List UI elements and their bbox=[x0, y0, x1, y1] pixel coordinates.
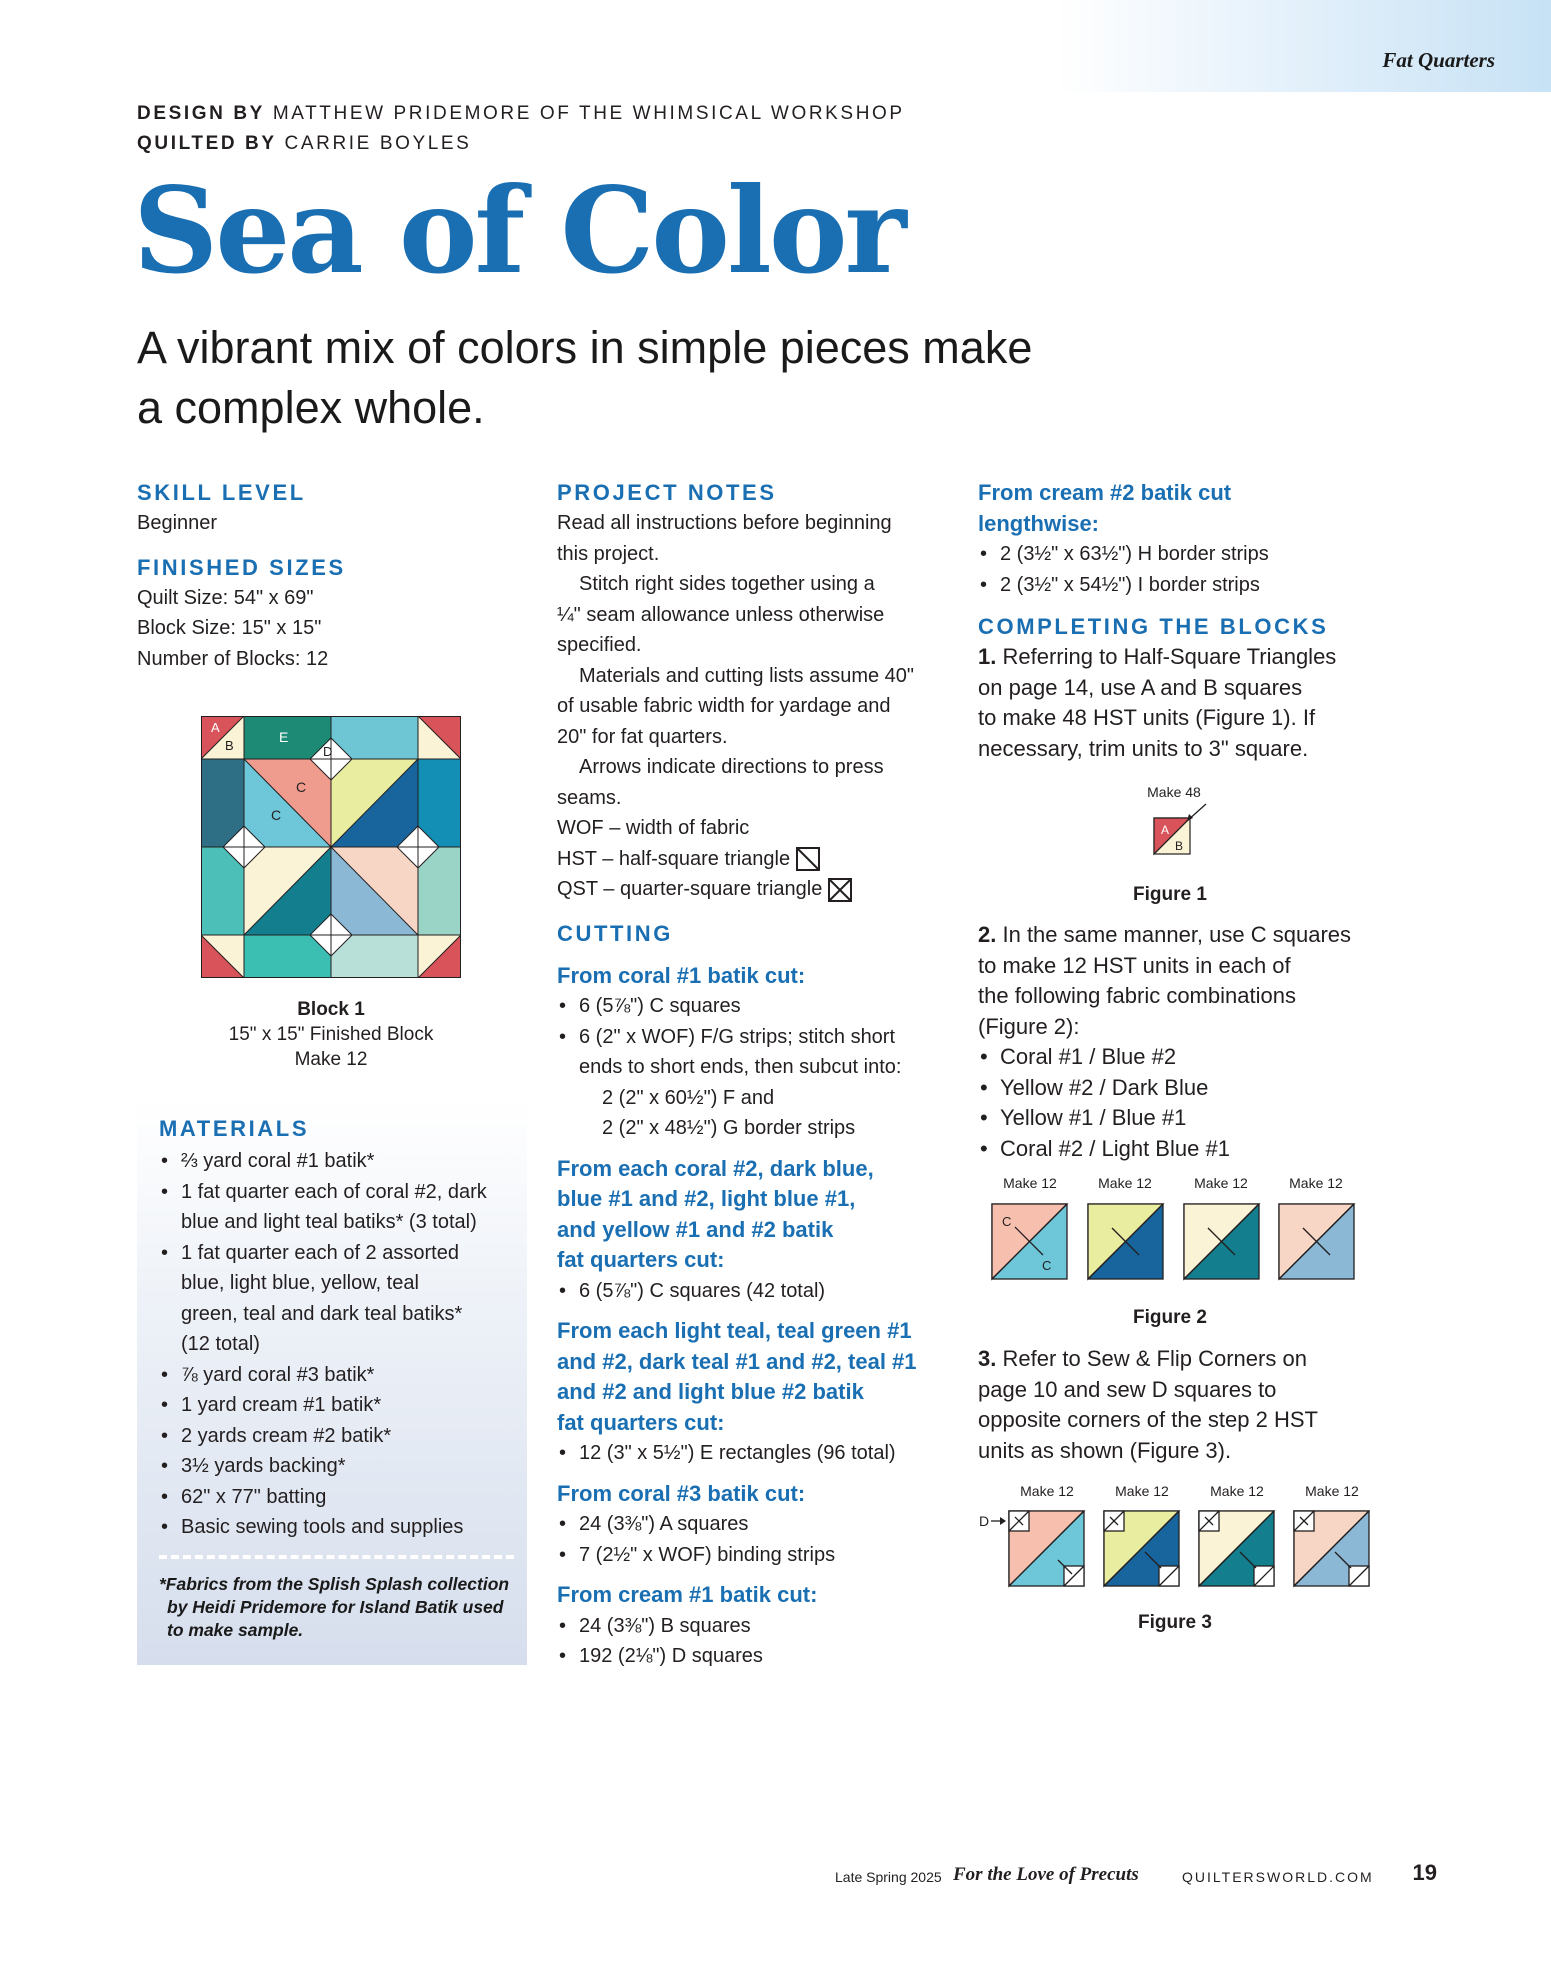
fig3-make-label: Make 12 bbox=[1115, 1483, 1169, 1499]
step-2: 2. In the same manner, use C squares to make 12 HST units in each of the following fabric combinations (Figure 2): • Coral #1 / Blue #2 • Yellow #2 / Dark Blue • Yellow #1 / Blue #1 • Coral #2 / Light Blue #1 bbox=[978, 920, 1398, 1164]
footer-magazine: For the Love of Precuts bbox=[953, 1864, 1139, 1885]
fig1-label-b: B bbox=[1175, 839, 1184, 853]
figure-3-title: Figure 3 bbox=[1138, 1612, 1212, 1633]
list-item: • 1 fat quarter each of 2 assorted blue, light blue, yellow, teal green, teal and dark teal batiks* (12 total) bbox=[159, 1238, 514, 1360]
list-item: • Coral #2 / Light Blue #1 bbox=[978, 1134, 1398, 1165]
list-item: • 24 (3⅜") A squares bbox=[557, 1509, 947, 1540]
list-item: • Coral #1 / Blue #2 bbox=[978, 1042, 1398, 1073]
step-3: 3. Refer to Sew & Flip Corners on page 10 and sew D squares to opposite corners of the step 2 HST units as shown (Figure 3). bbox=[978, 1346, 1318, 1463]
fig2-make-label: Make 12 bbox=[1194, 1175, 1248, 1191]
fig3-label-d: D bbox=[979, 1513, 990, 1529]
notes-line: HST – half-square triangle bbox=[557, 844, 947, 875]
block-caption-make: Make 12 bbox=[294, 1049, 368, 1070]
list-item: • 192 (2⅛") D squares bbox=[557, 1641, 947, 1672]
combination-list bbox=[978, 1042, 1398, 1164]
designer-name: MATTHEW PRIDEMORE OF THE WHIMSICAL WORKSHOP bbox=[272, 103, 905, 124]
fig2-make-label: Make 12 bbox=[1098, 1175, 1152, 1191]
cutting-subheading: From coral #1 batik cut: bbox=[557, 962, 806, 988]
list-item: • Basic sewing tools and supplies bbox=[159, 1512, 514, 1543]
block-caption bbox=[201, 997, 461, 1072]
notes-line: 20" for fat quarters. bbox=[557, 725, 728, 748]
cutting-subheading: From each coral #2, dark blue, blue #1 and #2, light blue #1, and yellow #1 and #2 batik fat quarters cut: bbox=[557, 1155, 874, 1272]
cutting-heading: CUTTING bbox=[557, 920, 673, 946]
block-label-c: C bbox=[271, 807, 282, 823]
left-column bbox=[137, 478, 517, 674]
figure-1-title: Figure 1 bbox=[1133, 884, 1207, 905]
cutting-list bbox=[557, 1611, 947, 1672]
completing-heading: COMPLETING THE BLOCKS bbox=[978, 614, 1329, 639]
skill-level-heading: SKILL LEVEL bbox=[137, 480, 306, 505]
block-label-d: D bbox=[323, 744, 333, 759]
notes-line: this project. bbox=[557, 542, 660, 565]
notes-line: of usable fabric width for yardage and bbox=[557, 695, 891, 717]
cutting-list bbox=[557, 1276, 947, 1307]
cutting-subheading: From cream #2 batik cut lengthwise: bbox=[978, 480, 1232, 536]
fig1-make-label: Make 48 bbox=[1147, 784, 1201, 800]
fig2-make-label: Make 12 bbox=[1003, 1175, 1057, 1191]
notes-line: specified. bbox=[557, 634, 642, 656]
step-1: 1. Referring to Half-Square Triangles on page 14, use A and B squares to make 48 HST units (Figure 1). If necessary, trim units to 3" square. bbox=[978, 644, 1337, 761]
cutting-list bbox=[557, 991, 947, 1083]
list-item: • 24 (3⅜") B squares bbox=[557, 1611, 947, 1642]
list-item: • 6 (2" x WOF) F/G strips; stitch short ends to short ends, then subcut into: bbox=[557, 1022, 947, 1083]
block-caption-title: Block 1 bbox=[297, 999, 365, 1020]
notes-line: Materials and cutting lists assume 40" bbox=[579, 664, 915, 687]
list-item: • 3½ yards backing* bbox=[159, 1451, 514, 1482]
list-item: • 7 (2½" x WOF) binding strips bbox=[557, 1540, 947, 1571]
list-item: • 2 (3½" x 63½") H border strips bbox=[978, 539, 1378, 570]
block-label-b: B bbox=[225, 738, 234, 753]
cutting-list bbox=[978, 539, 1378, 600]
cutting-list bbox=[557, 1438, 947, 1469]
list-item: • 1 yard cream #1 batik* bbox=[159, 1390, 514, 1421]
list-item: • Yellow #2 / Dark Blue bbox=[978, 1073, 1398, 1104]
step-number: 2. bbox=[978, 922, 997, 947]
project-notes-heading: PROJECT NOTES bbox=[557, 480, 777, 505]
list-item: • Yellow #1 / Blue #1 bbox=[978, 1103, 1398, 1134]
quilted-label: QUILTED BY bbox=[137, 133, 277, 154]
step-number: 3. bbox=[978, 1346, 997, 1371]
notes-line: Stitch right sides together using a bbox=[579, 573, 875, 595]
dashed-divider bbox=[159, 1555, 514, 1559]
figure-2-title: Figure 2 bbox=[1133, 1307, 1207, 1328]
cutting-subcut: 2 (2" x 60½") F and bbox=[602, 1086, 775, 1109]
notes-line: Read all instructions before beginning bbox=[557, 512, 892, 534]
notes-line: seams. bbox=[557, 786, 622, 809]
step-number: 1. bbox=[978, 644, 997, 669]
hst-icon bbox=[796, 847, 820, 871]
notes-line: ¼" seam allowance unless otherwise bbox=[557, 603, 885, 626]
block-caption-size: 15" x 15" Finished Block bbox=[228, 1024, 434, 1045]
fig2-make-label: Make 12 bbox=[1289, 1175, 1343, 1191]
figure-3-diagram bbox=[975, 1478, 1370, 1593]
notes-line: Arrows indicate directions to press bbox=[579, 756, 884, 778]
cutting-subheading: From cream #1 batik cut: bbox=[557, 1582, 818, 1607]
notes-line: QST – quarter-square triangle bbox=[557, 874, 947, 905]
header-bar bbox=[0, 0, 1551, 92]
list-item: • 62" x 77" batting bbox=[159, 1482, 514, 1513]
fig1-label-a: A bbox=[1161, 823, 1170, 837]
block-label-a: A bbox=[211, 720, 220, 735]
block-1-diagram bbox=[201, 716, 461, 978]
cutting-list bbox=[557, 1509, 947, 1570]
list-item: • 2 yards cream #2 batik* bbox=[159, 1421, 514, 1452]
middle-column bbox=[557, 478, 947, 1672]
fig3-make-label: Make 12 bbox=[1305, 1483, 1359, 1499]
cutting-subcut: 2 (2" x 48½") G border strips bbox=[602, 1117, 856, 1139]
quilted-credit bbox=[137, 133, 471, 155]
cutting-subheading: From each light teal, teal green #1 and #2, dark teal #1 and #2, teal #1 and #2 and light blue #2 batik fat quarters cut: bbox=[557, 1318, 917, 1435]
section-name: Fat Quarters bbox=[1382, 48, 1495, 72]
figure-1-diagram bbox=[1130, 780, 1230, 860]
list-item: • 6 (5⅞") C squares (42 total) bbox=[557, 1276, 947, 1307]
list-item: • 1 fat quarter each of coral #2, dark blue and light teal batiks* (3 total) bbox=[159, 1177, 514, 1238]
right-column bbox=[978, 478, 1378, 764]
fig3-make-label: Make 12 bbox=[1210, 1483, 1264, 1499]
qst-icon bbox=[828, 878, 852, 902]
design-label: DESIGN BY bbox=[137, 103, 265, 124]
size-line: Block Size: 15" x 15" bbox=[137, 617, 322, 639]
size-line: Quilt Size: 54" x 69" bbox=[137, 586, 314, 609]
fabric-note: *Fabrics from the Splish Splash collection by Heidi Pridemore for Island Batik used to make sample. bbox=[159, 1573, 510, 1640]
design-credit bbox=[137, 103, 905, 125]
fig3-make-label: Make 12 bbox=[1020, 1483, 1074, 1499]
footer-issue: Late Spring 2025 bbox=[835, 1869, 942, 1885]
skill-level-value: Beginner bbox=[137, 512, 218, 534]
finished-sizes-heading: FINISHED SIZES bbox=[137, 554, 346, 580]
page-title: Sea of Color bbox=[133, 161, 904, 300]
materials-box bbox=[137, 1100, 527, 1665]
size-line: Number of Blocks: 12 bbox=[137, 647, 329, 670]
list-item: • 12 (3" x 5½") E rectangles (96 total) bbox=[557, 1438, 947, 1469]
subtitle-line: a complex whole. bbox=[137, 382, 485, 433]
page-number: 19 bbox=[1412, 1860, 1437, 1885]
list-item: • 2 (3½" x 54½") I border strips bbox=[978, 570, 1378, 601]
footer-website: QUILTERSWORLD.COM bbox=[1182, 1869, 1374, 1885]
subtitle-line: A vibrant mix of colors in simple pieces make bbox=[137, 322, 1033, 373]
figure-2-diagram bbox=[985, 1170, 1360, 1285]
list-item: • 6 (5⅞") C squares bbox=[557, 991, 947, 1022]
materials-heading: MATERIALS bbox=[159, 1116, 310, 1141]
notes-line: WOF – width of fabric bbox=[557, 817, 750, 839]
cutting-subheading: From coral #3 batik cut: bbox=[557, 1480, 806, 1506]
quilter-name: CARRIE BOYLES bbox=[284, 133, 472, 154]
block-label-e: E bbox=[279, 729, 289, 745]
fig2-label-c: C bbox=[1002, 1214, 1012, 1229]
block-label-c: C bbox=[296, 779, 307, 795]
list-item: • ⅔ yard coral #1 batik* bbox=[159, 1146, 514, 1177]
list-item: • ⅞ yard coral #3 batik* bbox=[159, 1360, 514, 1391]
materials-list bbox=[159, 1146, 514, 1543]
fig2-label-c: C bbox=[1042, 1258, 1052, 1273]
subtitle bbox=[137, 318, 1097, 438]
